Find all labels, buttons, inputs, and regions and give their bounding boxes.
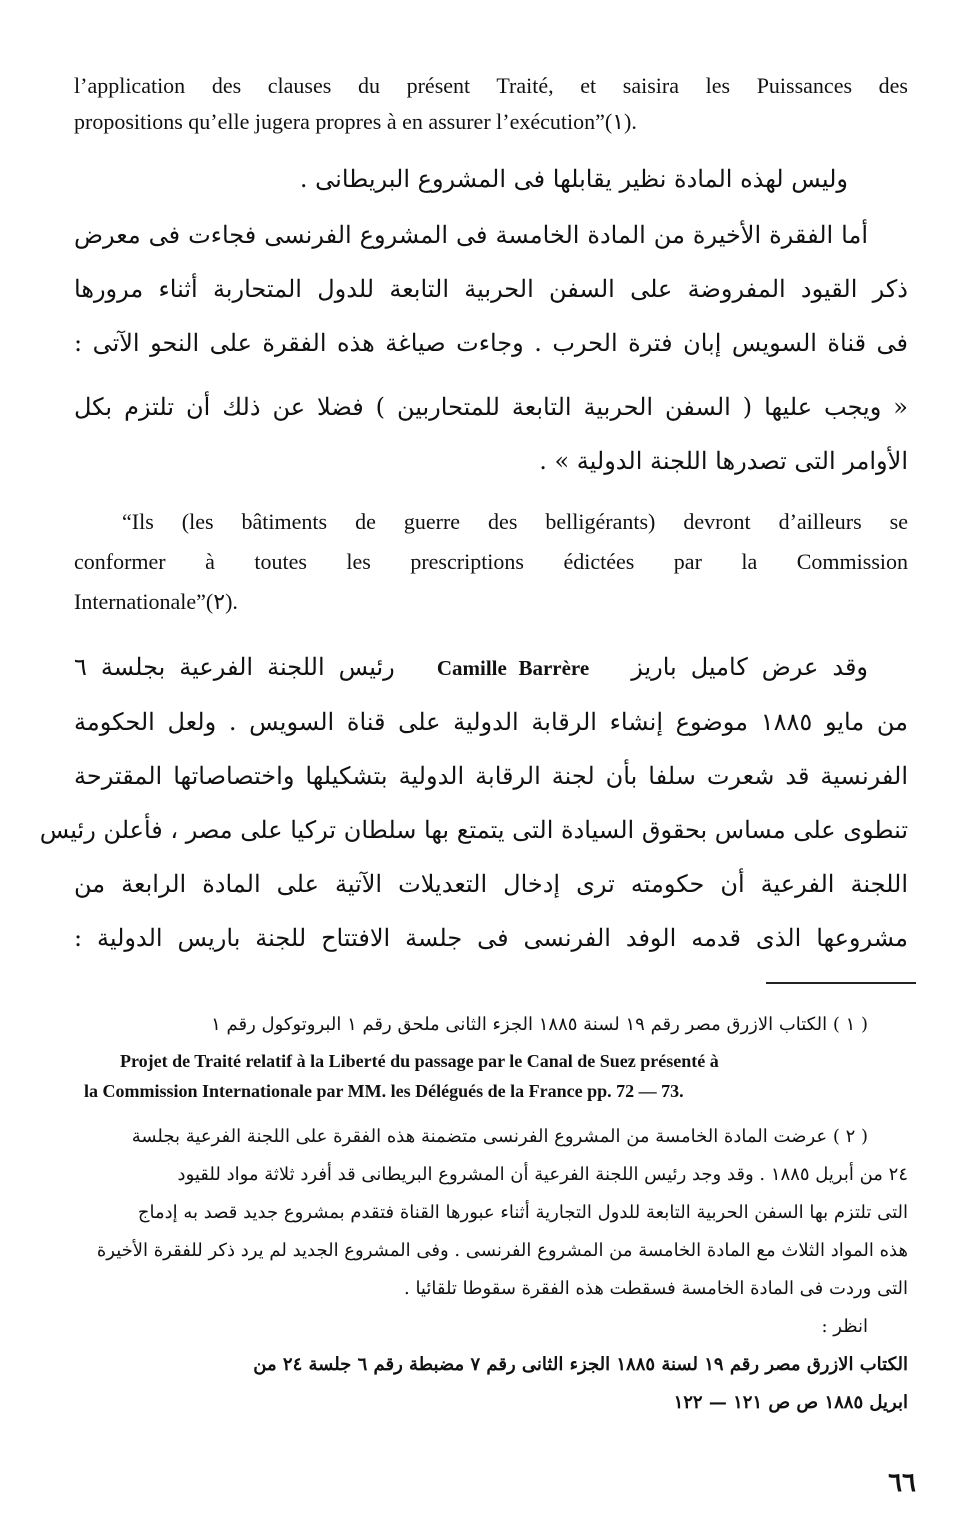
footnote-1-arabic bbox=[74, 1008, 908, 1042]
arabic-paragraph bbox=[74, 208, 908, 370]
footnote-2 bbox=[74, 1118, 908, 1422]
footnote-1-french bbox=[84, 1046, 904, 1106]
page-number: ٦٦ bbox=[888, 1468, 916, 1498]
arabic-line: « ويجب عليها ( السفن الحربية التابعة للمتحاربين ) فضلا عن ذلك أن تلتزم بكل bbox=[74, 393, 908, 421]
footnote-line: الكتاب الازرق مصر رقم ١٩ لسنة ١٨٨٥ الجزء الثانى رقم ٧ مضبطة رقم ٦ جلسة ٢٤ من bbox=[253, 1354, 908, 1375]
arabic-line: من مايو ١٨٨٥ موضوع إنشاء الرقابة الدولية على قناة السويس . ولعل الحكومة bbox=[74, 708, 908, 736]
arabic-text: وقد عرض كاميل باريز bbox=[631, 653, 869, 681]
footnote-line: la Commission Internationale par MM. les Délégués de la France pp. 72 — 73. bbox=[84, 1081, 684, 1101]
arabic-quote bbox=[74, 380, 908, 488]
arabic-paragraph bbox=[74, 152, 908, 206]
french-quote bbox=[74, 502, 908, 622]
arabic-line: تنطوى على مساس بحقوق السيادة التى يتمتع بها سلطان تركيا على مصر ، فأعلن رئيس bbox=[39, 816, 908, 844]
footnote-line: ٢٤ من أبريل ١٨٨٥ . وقد وجد رئيس اللجنة الفرعية أن المشروع البريطانى قد أفرد ثلاثة مواد للقيود bbox=[177, 1164, 908, 1185]
footnote-line: هذه المواد الثلاث مع المادة الخامسة من المشروع الفرنسى . وفى المشروع الجديد لم يرد ذكر للفقرة الأخيرة bbox=[96, 1240, 908, 1261]
french-line: l’application des clauses du présent Traité, et saisira les Puissances des bbox=[74, 73, 908, 98]
french-line: Internationale”(٢). bbox=[74, 589, 238, 614]
footnote-see-label: انظر : bbox=[821, 1316, 868, 1337]
arabic-line: اللجنة الفرعية أن حكومته ترى إدخال التعديلات الآتية على المادة الرابعة من bbox=[74, 870, 909, 898]
arabic-text: رئيس اللجنة الفرعية بجلسة ٦ bbox=[74, 653, 395, 681]
footnote-line: التى تلتزم بها السفن الحربية التابعة للدول التجارية أثناء عبورها القناة فتقدم بمشروع جديد قصد به إدماج bbox=[137, 1202, 908, 1223]
arabic-line: فى قناة السويس إبان فترة الحرب . وجاءت صياغة هذه الفقرة على النحو الآتى : bbox=[74, 329, 908, 357]
person-name: Camille Barrère bbox=[436, 656, 590, 680]
footnote-line: ( ٢ ) عرضت المادة الخامسة من المشروع الفرنسى متضمنة هذه الفقرة على اللجنة الفرعية بجلسة bbox=[131, 1126, 868, 1147]
french-line: propositions qu’elle jugera propres à en assurer l’exécution”(١). bbox=[74, 109, 637, 134]
arabic-line: الأوامر التى تصدرها اللجنة الدولية » . bbox=[539, 447, 908, 475]
footnote-line: ابريل ١٨٨٥ ص ص ١٢١ — ١٢٢ bbox=[673, 1392, 908, 1413]
footnote-line: ( ١ ) الكتاب الازرق مصر رقم ١٩ لسنة ١٨٨٥ الجزء الثانى ملحق رقم ١ البروتوكول رقم ١ bbox=[211, 1014, 868, 1035]
french-line: conformer à toutes les prescriptions édictées par la Commission bbox=[74, 549, 908, 574]
arabic-line: أما الفقرة الأخيرة من المادة الخامسة فى المشروع الفرنسى فجاءت فى معرض bbox=[74, 221, 868, 249]
arabic-line bbox=[74, 640, 908, 695]
arabic-line: وليس لهذه المادة نظير يقابلها فى المشروع البريطانى . bbox=[299, 165, 848, 193]
french-line: “Ils (les bâtiments de guerre des belligérants) devront d’ailleurs se bbox=[122, 509, 908, 534]
arabic-line: مشروعها الذى قدمه الوفد الفرنسى فى جلسة الافتتاح للجنة باريس الدولية : bbox=[74, 924, 908, 952]
arabic-line: الفرنسية قد شعرت سلفا بأن لجنة الرقابة الدولية بتشكيلها واختصاصاتها المقترحة bbox=[74, 762, 908, 790]
footnote-line: Projet de Traité relatif à la Liberté du passage par le Canal de Suez présenté à bbox=[120, 1051, 719, 1071]
arabic-paragraph bbox=[39, 640, 909, 965]
arabic-line: ذكر القيود المفروضة على السفن الحربية التابعة للدول المتحاربة أثناء مرورها bbox=[74, 275, 908, 303]
footnote-line: التى وردت فى المادة الخامسة فسقطت هذه الفقرة سقوطا تلقائيا . bbox=[404, 1278, 908, 1299]
french-continuation bbox=[74, 68, 908, 140]
footnote-separator bbox=[766, 982, 916, 984]
